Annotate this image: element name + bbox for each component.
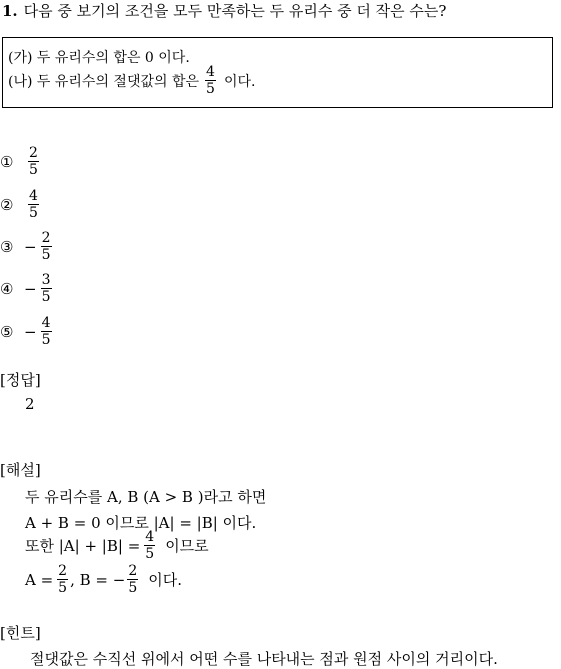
fraction-denominator: 5 — [145, 546, 155, 562]
option-4[interactable] — [0, 273, 54, 304]
fraction-numerator: 2 — [128, 563, 138, 579]
fraction-denominator: 5 — [29, 205, 38, 221]
explanation-line-2: A + B = 0 이므로 |A| = |B| 이다. — [25, 514, 257, 532]
hint-label: [힌트] — [0, 624, 41, 642]
explanation-label: [해설] — [0, 461, 41, 479]
fraction-denominator: 5 — [41, 247, 51, 263]
explanation-line-4 — [25, 564, 182, 595]
option-fraction — [41, 316, 52, 347]
option-2[interactable] — [0, 189, 41, 220]
question-text: 다음 중 보기의 조건을 모두 만족하는 두 유리수 중 더 작은 수는? — [23, 2, 447, 20]
explanation-line-3-suffix: 이므로 — [165, 537, 209, 555]
fraction-denominator: 5 — [206, 81, 215, 97]
fraction-numerator: 4 — [29, 188, 38, 204]
explanation-line-3-prefix: 또한 |A| + |B| = — [25, 537, 141, 555]
explanation-line-4-a-fraction — [57, 564, 68, 595]
fraction-numerator: 3 — [41, 272, 51, 288]
option-sign: − — [24, 237, 37, 256]
question-title — [2, 0, 446, 21]
option-sign: − — [24, 322, 37, 341]
explanation-line-4-a: A = — [25, 570, 54, 589]
explanation-line-1: 두 유리수를 A, B (A > B )라고 하면 — [25, 488, 267, 506]
fraction-denominator: 5 — [29, 162, 38, 178]
option-5[interactable] — [0, 316, 54, 347]
option-mark: ④ — [0, 279, 14, 298]
fraction-denominator: 5 — [41, 289, 51, 305]
answer-label: [정답] — [0, 371, 41, 389]
fraction-numerator: 2 — [58, 563, 68, 579]
option-fraction — [28, 146, 39, 177]
question-number: 1. — [2, 2, 18, 20]
fraction-numerator: 2 — [29, 145, 38, 161]
explanation-line-4-b-fraction — [127, 564, 138, 595]
option-fraction — [28, 189, 39, 220]
explanation-line-4-b: , B = − — [70, 570, 126, 589]
explanation-line-4-suffix: 이다. — [148, 571, 182, 589]
condition-na-fraction — [205, 65, 216, 96]
fraction-denominator: 5 — [41, 332, 51, 348]
option-fraction — [41, 273, 52, 304]
condition-na-prefix: (나) 두 유리수의 절댓값의 합은 — [8, 73, 200, 90]
explanation-line-3-fraction — [144, 530, 155, 561]
option-1[interactable] — [0, 146, 41, 177]
fraction-numerator: 2 — [41, 230, 51, 246]
explanation-line-3 — [25, 530, 209, 561]
fraction-denominator: 5 — [58, 580, 68, 596]
option-sign: − — [24, 279, 37, 298]
option-mark: ⑤ — [0, 322, 14, 341]
fraction-numerator: 4 — [206, 64, 215, 80]
fraction-numerator: 4 — [145, 529, 155, 545]
hint-text: 절댓값은 수직선 위에서 어떤 수를 나타내는 점과 원점 사이의 거리이다. — [30, 650, 498, 668]
option-mark: ① — [0, 152, 14, 171]
fraction-denominator: 5 — [128, 580, 138, 596]
option-fraction — [41, 231, 52, 262]
condition-na-suffix: 이다. — [223, 73, 256, 90]
answer-value: 2 — [25, 395, 35, 413]
option-mark: ③ — [0, 237, 14, 256]
option-3[interactable] — [0, 231, 54, 262]
condition-na — [8, 65, 255, 96]
condition-ga: (가) 두 유리수의 합은 0 이다. — [8, 50, 190, 66]
option-mark: ② — [0, 195, 14, 214]
fraction-numerator: 4 — [41, 315, 51, 331]
condition-box — [2, 37, 553, 108]
